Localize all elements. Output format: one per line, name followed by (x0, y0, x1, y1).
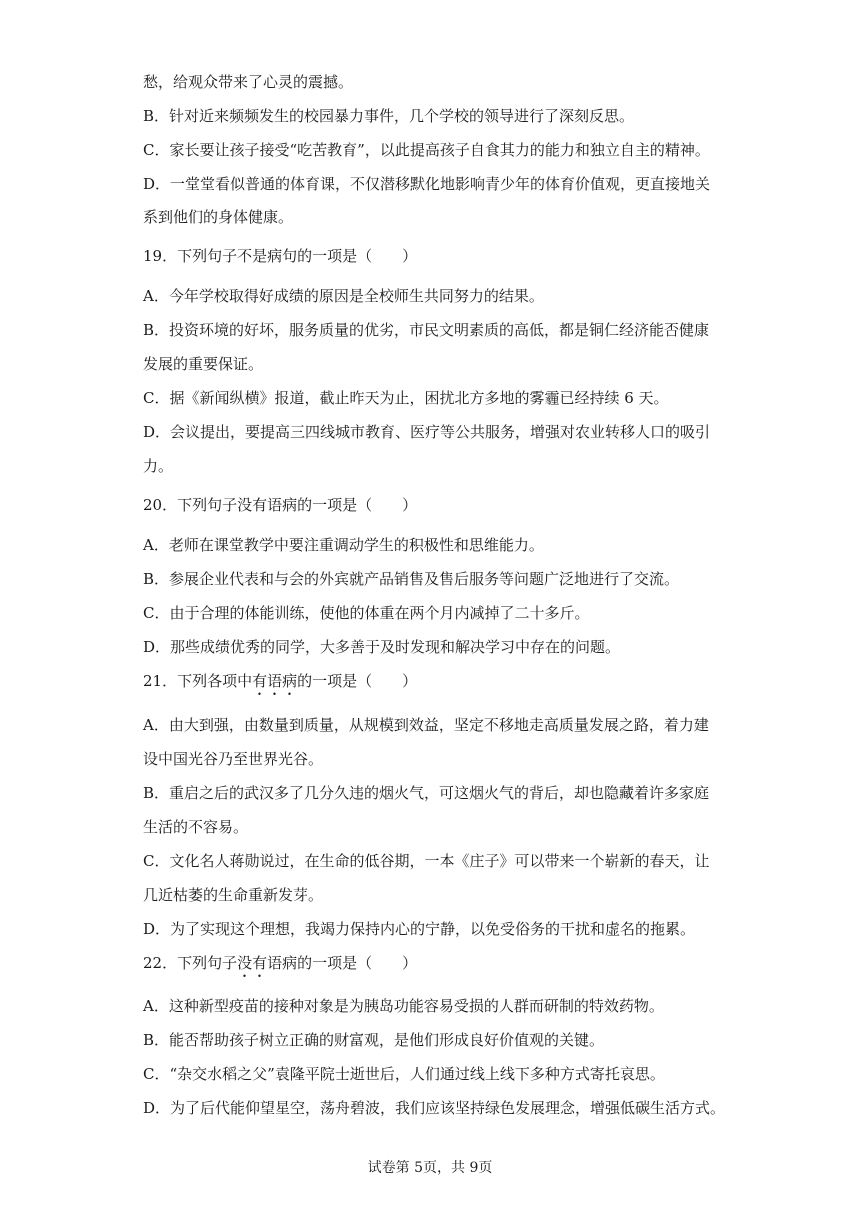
option-c: C．文化名人蒋勋说过，在生命的低谷期，一本《庄子》可以带来一个崭新的春天，让 (143, 852, 710, 870)
text-line: 生活的不容易。 (143, 818, 249, 836)
question-text: 的一项是（ ） (297, 672, 418, 690)
option-d: D．为了实现这个理想，我竭力保持内心的宁静，以免受俗务的干扰和虚名的拖累。 (143, 920, 696, 938)
emphasis-text: 没有 (237, 954, 268, 972)
option-b: B．参展企业代表和与会的外宾就产品销售及售后服务等问题广泛地进行了交流。 (143, 570, 680, 588)
question-20: 20．下列句子没有语病的一项是（ ） (143, 496, 418, 514)
text-line: 愁，给观众带来了心灵的震撼。 (143, 73, 354, 91)
option-c: C．家长要让孩子接受“吃苦教育”，以此提高孩子自食其力的能力和独立自主的精神。 (143, 141, 710, 159)
option-b: B．重启之后的武汉多了几分久违的烟火气，可这烟火气的背后，却也隐藏着许多家庭 (143, 784, 710, 802)
option-d: D．一堂堂看似普通的体育课，不仅潜移默化地影响青少年的体育价值观，更直接地关 (143, 175, 711, 193)
question-text: 21．下列各项中 (143, 672, 253, 690)
text-line: 几近枯萎的生命重新发芽。 (143, 886, 324, 904)
option-d: D．那些成绩优秀的同学，大多善于及时发现和解决学习中存在的问题。 (143, 638, 621, 656)
option-a: A．老师在课堂教学中要注重调动学生的积极性和思维能力。 (143, 536, 544, 554)
option-a: A．由大到强，由数量到质量，从规模到效益，坚定不移地走高质量发展之路，着力建 (143, 716, 709, 734)
option-b: B．投资环境的好坏，服务质量的优劣，市民文明素质的高低，都是铜仁经济能否健康 (143, 321, 710, 339)
question-text: 22．下列句子 (143, 954, 238, 972)
text-line: 发展的重要保证。 (143, 355, 264, 373)
option-d: D．为了后代能仰望星空，荡舟碧波，我们应该坚持绿色发展理念，增强低碳生活方式。 (143, 1099, 726, 1117)
question-19: 19．下列句子不是病句的一项是（ ） (143, 247, 418, 265)
question-22 (143, 953, 417, 981)
option-b: B．能否帮助孩子树立正确的财富观，是他们形成良好价值观的关键。 (143, 1031, 605, 1049)
text-line: 系到他们的身体健康。 (143, 208, 294, 226)
question-21 (143, 671, 417, 699)
option-c: C．据《新闻纵横》报道，截止昨天为止，困扰北方多地的雾霾已经持续 6 天。 (143, 389, 669, 407)
page-footer: 试卷第 5页，共 9页 (367, 1160, 493, 1176)
option-a: A．今年学校取得好成绩的原因是全校师生共同努力的结果。 (143, 287, 544, 305)
option-d: D．会议提出，要提高三四线城市教育、医疗等公共服务，增强对农业转移人口的吸引 (143, 423, 711, 441)
text-line: 力。 (143, 457, 174, 475)
option-c: C．“杂交水稻之父”袁隆平院士逝世后，人们通过线上线下多种方式寄托哀思。 (143, 1065, 665, 1083)
emphasis-text: 有语病 (252, 672, 298, 690)
option-a: A．这种新型疫苗的接种对象是为胰岛功能容易受损的人群而研制的特效药物。 (143, 997, 664, 1015)
question-text: 语病的一项是（ ） (267, 954, 418, 972)
option-c: C．由于合理的体能训练，使他的体重在两个月内减掉了二十多斤。 (143, 604, 590, 622)
option-b: B．针对近来频频发生的校园暴力事件，几个学校的领导进行了深刻反思。 (143, 107, 635, 125)
text-line: 设中国光谷乃至世界光谷。 (143, 750, 324, 768)
